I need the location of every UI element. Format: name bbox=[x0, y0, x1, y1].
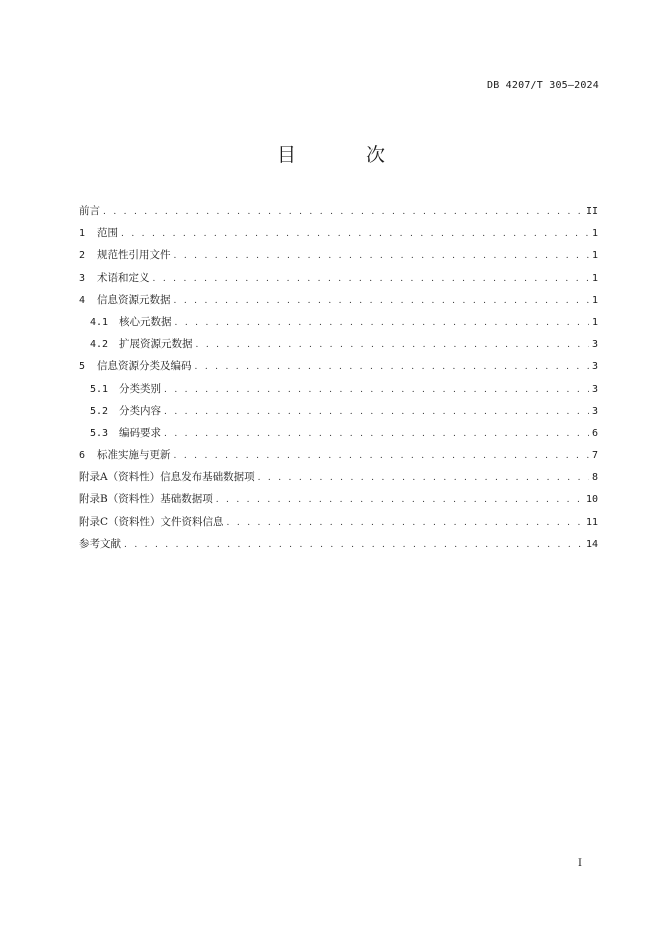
toc-leader-dots bbox=[175, 312, 589, 334]
toc-leader-dots bbox=[227, 512, 583, 534]
toc-title: 目 次 bbox=[276, 144, 418, 166]
document-code: DB 4207/T 305—2024 bbox=[487, 80, 599, 91]
toc-entry-page: 3 bbox=[591, 339, 598, 351]
toc-entry-number: 5.3 bbox=[90, 427, 109, 439]
toc-entry-page: 8 bbox=[591, 472, 598, 484]
toc-entry-number: 2 bbox=[79, 250, 86, 262]
toc-entry-title: 信息资源分类及编码 bbox=[97, 360, 192, 373]
toc-entry-title: 参考文献 bbox=[79, 537, 121, 550]
toc-leader-dots bbox=[174, 445, 589, 467]
toc-leader-dots bbox=[195, 356, 589, 378]
toc-entry-title: 核心元数据 bbox=[119, 315, 172, 328]
toc-entry[interactable] bbox=[79, 355, 598, 377]
toc-leader-dots bbox=[164, 423, 589, 445]
toc-entry-page: 3 bbox=[591, 405, 598, 417]
toc-entry-number: 4.2 bbox=[90, 339, 109, 351]
toc-entry-number: 5 bbox=[79, 361, 86, 373]
toc-entry-page: 1 bbox=[591, 316, 598, 328]
toc-entry-title: 前言 bbox=[79, 205, 100, 217]
toc-entry-title: 附录C（资料性）文件资料信息 bbox=[79, 515, 224, 528]
toc-entry-title: 信息资源元数据 bbox=[97, 293, 171, 306]
toc-leader-dots bbox=[164, 379, 589, 401]
toc-entry-number: 5.1 bbox=[90, 383, 109, 395]
toc-entry-page: 7 bbox=[591, 450, 598, 462]
toc-entry[interactable] bbox=[79, 222, 598, 244]
toc-entry-page: 14 bbox=[585, 538, 598, 550]
toc-entry-number: 6 bbox=[79, 450, 86, 462]
toc-entry-page: 1 bbox=[591, 250, 598, 262]
toc-leader-dots bbox=[121, 223, 589, 245]
toc-entry[interactable] bbox=[79, 311, 598, 333]
toc-entry-title: 附录B（资料性）基础数据项 bbox=[79, 493, 213, 506]
toc-entry[interactable] bbox=[79, 466, 598, 488]
toc-entry-number: 4 bbox=[79, 294, 86, 306]
toc-entry[interactable] bbox=[79, 289, 598, 311]
toc-leader-dots bbox=[258, 467, 589, 489]
toc-entry-title: 扩展资源元数据 bbox=[119, 338, 193, 351]
toc-entry-number: 3 bbox=[79, 272, 86, 284]
toc-entry-page: II bbox=[585, 206, 598, 217]
toc-entry-page: 10 bbox=[585, 494, 598, 506]
toc-entry[interactable] bbox=[79, 378, 598, 400]
toc-entry-title: 标准实施与更新 bbox=[97, 449, 171, 462]
toc-entry-page: 1 bbox=[591, 228, 598, 240]
toc-entry-page: 3 bbox=[591, 361, 598, 373]
toc-leader-dots bbox=[216, 489, 583, 511]
toc-entry[interactable] bbox=[79, 422, 598, 444]
toc-entry-page: 1 bbox=[591, 294, 598, 306]
page-number: I bbox=[578, 858, 582, 869]
toc-entry-page: 6 bbox=[591, 427, 598, 439]
toc-entry[interactable] bbox=[79, 333, 598, 355]
toc-entry-page: 1 bbox=[591, 272, 598, 284]
toc-entry-page: 3 bbox=[591, 383, 598, 395]
toc-entry-number: 1 bbox=[79, 228, 86, 240]
toc-leader-dots bbox=[164, 401, 589, 423]
toc-entry-title: 附录A（资料性）信息发布基础数据项 bbox=[79, 471, 255, 484]
toc-entry-title: 分类内容 bbox=[119, 404, 161, 417]
toc-entry[interactable] bbox=[79, 200, 598, 222]
toc-entry[interactable] bbox=[79, 400, 598, 422]
toc-entry[interactable] bbox=[79, 511, 598, 533]
toc-entry-number: 5.2 bbox=[90, 405, 109, 417]
toc-entry-title: 规范性引用文件 bbox=[97, 249, 171, 262]
toc-leader-dots bbox=[174, 245, 589, 267]
toc-leader-dots bbox=[174, 290, 589, 312]
toc-entry-title: 范围 bbox=[97, 227, 118, 240]
toc-leader-dots bbox=[196, 334, 589, 356]
toc-entry[interactable] bbox=[79, 267, 598, 289]
toc-list bbox=[79, 200, 598, 555]
toc-leader-dots bbox=[153, 268, 589, 290]
toc-entry[interactable] bbox=[79, 488, 598, 510]
toc-leader-dots bbox=[103, 201, 583, 223]
toc-entry[interactable] bbox=[79, 444, 598, 466]
toc-entry[interactable] bbox=[79, 533, 598, 555]
toc-entry-title: 术语和定义 bbox=[97, 271, 150, 284]
toc-leader-dots bbox=[124, 534, 583, 556]
toc-entry[interactable] bbox=[79, 244, 598, 266]
toc-entry-title: 编码要求 bbox=[119, 426, 161, 439]
toc-entry-page: 11 bbox=[585, 516, 598, 528]
toc-entry-number: 4.1 bbox=[90, 316, 109, 328]
toc-entry-title: 分类类别 bbox=[119, 382, 161, 395]
